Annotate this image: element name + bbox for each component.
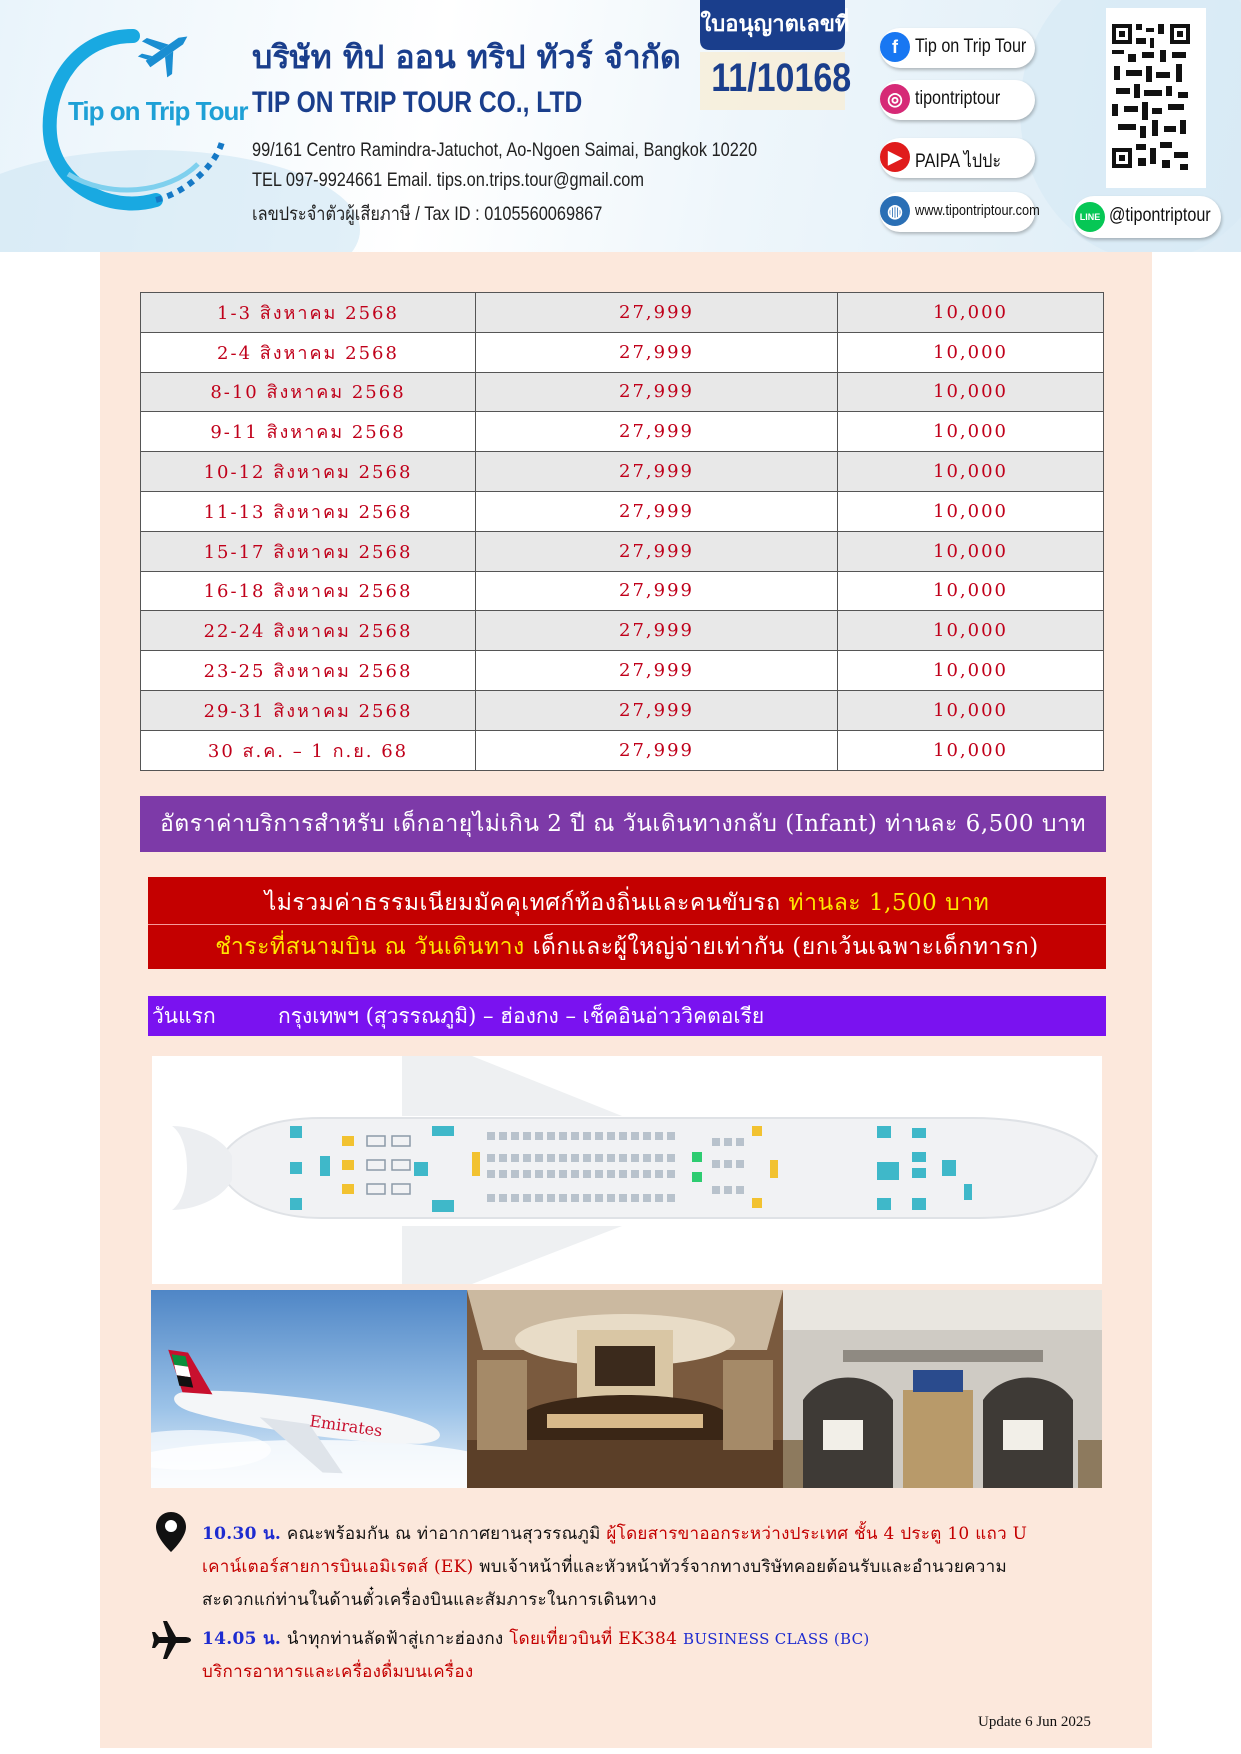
single-supplement-cell: 10,000 (838, 730, 1104, 770)
price-row (141, 651, 1104, 691)
social-youtube-label: PAIPA ไปปะ (915, 151, 1002, 172)
itinerary-item-1-line-3: สะดวกแก่ท่านในด้านตั๋วเครื่องบินและสัมภาระในการเดินทาง (202, 1590, 657, 1610)
adult-price-cell: 27,999 (476, 531, 838, 571)
license-number: 11/10168 (711, 56, 852, 100)
guide-tip-line-1 (148, 885, 1106, 921)
company-contact: TEL 097-9924661 Email. tips.on.trips.tour@gmail.com (252, 170, 644, 191)
business-class-cabin-photo (783, 1290, 1102, 1488)
itinerary-item-2-line-1 (202, 1625, 870, 1652)
adult-price-cell: 27,999 (476, 293, 838, 333)
price-row (141, 571, 1104, 611)
price-row (141, 491, 1104, 531)
day-route: กรุงเทพฯ (สุวรรณภูมิ) – ฮ่องกง – เช็คอินอ่าววิคตอเรีย (278, 1004, 765, 1028)
social-line[interactable] (1073, 196, 1221, 238)
single-supplement-cell: 10,000 (838, 372, 1104, 412)
guide-tip-line-2 (148, 929, 1106, 965)
price-row (141, 531, 1104, 571)
company-name-english: TIP ON TRIP TOUR CO., LTD (252, 86, 583, 119)
adult-price-cell: 27,999 (476, 571, 838, 611)
itinerary-highlight: ผู้โดยสารขาออกระหว่างประเทศ ชั้น 4 ประตู 10 แถว U (606, 1524, 1028, 1544)
onboard-lounge-photo (467, 1290, 783, 1488)
youtube-icon: ▶ (880, 142, 910, 172)
airplane-icon (150, 1620, 192, 1660)
social-website-label: www.tipontriptour.com (915, 202, 1040, 219)
itinerary-text: คณะพร้อมกัน ณ ท่าอากาศยานสุวรรณภูมิ (286, 1524, 601, 1544)
social-youtube[interactable] (880, 138, 1035, 178)
travel-date-cell: 29-31 สิงหาคม 2568 (141, 690, 476, 730)
infant-rate-banner: อัตราค่าบริการสำหรับ เด็กอายุไม่เกิน 2 ปี ณ วันเดินทางกลับ (Infant) ท่านละ 6,500 บาท (140, 796, 1106, 852)
day-1-header (148, 996, 1106, 1036)
price-table (140, 292, 1104, 771)
social-website[interactable] (880, 192, 1040, 232)
travel-date-cell: 10-12 สิงหาคม 2568 (141, 452, 476, 492)
adult-price-cell: 27,999 (476, 412, 838, 452)
itinerary-item-1-line-2 (202, 1553, 1007, 1580)
itinerary-item-2-line-2: บริการอาหารและเครื่องดื่มบนเครื่อง (202, 1662, 474, 1682)
price-row (141, 452, 1104, 492)
single-supplement-cell: 10,000 (838, 293, 1104, 333)
logo-wordmark: Tip on Trip Tour (68, 96, 248, 126)
single-supplement-cell: 10,000 (838, 412, 1104, 452)
adult-price-cell: 27,999 (476, 611, 838, 651)
adult-price-cell: 27,999 (476, 372, 838, 412)
company-name-thai: บริษัท ทิป ออน ทริป ทัวร์ จำกัด (252, 38, 681, 76)
social-instagram[interactable] (880, 80, 1035, 120)
line-icon: LINE (1075, 202, 1105, 232)
single-supplement-cell: 10,000 (838, 332, 1104, 372)
price-row (141, 293, 1104, 333)
guide-tip-condition: เด็กและผู้ใหญ่จ่ายเท่ากัน (ยกเว้นเฉพาะเด็กทารก) (532, 934, 1039, 960)
itinerary-item-1-line-1 (202, 1520, 1027, 1547)
adult-price-cell: 27,999 (476, 491, 838, 531)
social-facebook[interactable] (880, 28, 1035, 68)
itinerary-time: 10.30 น. (202, 1524, 282, 1544)
emirates-a380-photo (151, 1290, 467, 1488)
adult-price-cell: 27,999 (476, 651, 838, 691)
price-row (141, 412, 1104, 452)
itinerary-time: 14.05 น. (202, 1629, 282, 1649)
social-line-label: @tipontriptour (1109, 205, 1211, 226)
single-supplement-cell: 10,000 (838, 690, 1104, 730)
guide-tip-text: ไม่รวมค่าธรรมเนียมมัคคุเทศก์ท้องถิ่นและคนขับรถ (264, 890, 781, 916)
travel-date-cell: 23-25 สิงหาคม 2568 (141, 651, 476, 691)
travel-date-cell: 9-11 สิงหาคม 2568 (141, 412, 476, 452)
company-address: 99/161 Centro Ramindra-Jatuchot, Ao-Ngoen Saimai, Bangkok 10220 (252, 140, 758, 161)
travel-date-cell: 30 ส.ค. – 1 ก.ย. 68 (141, 730, 476, 770)
company-tax-id: เลขประจำตัวผู้เสียภาษี / Tax ID : 0105560069867 (252, 204, 603, 225)
itinerary-highlight: เคาน์เตอร์สายการบินเอมิเรตส์ (EK) (202, 1557, 474, 1577)
itinerary-text: นำทุกท่านลัดฟ้าสู่เกาะฮ่องกง (286, 1629, 504, 1649)
divider (148, 924, 1106, 925)
adult-price-cell: 27,999 (476, 730, 838, 770)
travel-date-cell: 8-10 สิงหาคม 2568 (141, 372, 476, 412)
day-label: วันแรก (152, 1004, 216, 1028)
single-supplement-cell: 10,000 (838, 651, 1104, 691)
price-row (141, 690, 1104, 730)
travel-date-cell: 15-17 สิงหาคม 2568 (141, 531, 476, 571)
travel-date-cell: 22-24 สิงหาคม 2568 (141, 611, 476, 651)
seat-map-image (152, 1056, 1102, 1284)
instagram-icon: ◎ (880, 84, 910, 114)
travel-date-cell: 2-4 สิงหาคม 2568 (141, 332, 476, 372)
itinerary-text: พบเจ้าหน้าที่และหัวหน้าทัวร์จากทางบริษัทคอยต้อนรับและอำนวยความ (479, 1557, 1007, 1577)
price-row (141, 611, 1104, 651)
travel-date-cell: 1-3 สิงหาคม 2568 (141, 293, 476, 333)
guide-tip-payment: ชำระที่สนามบิน ณ วันเดินทาง (215, 934, 525, 960)
guide-tip-amount: ท่านละ 1,500 บาท (788, 890, 990, 916)
price-row (141, 332, 1104, 372)
travel-date-cell: 16-18 สิงหาคม 2568 (141, 571, 476, 611)
license-label: ใบอนุญาตเลขที่ (700, 12, 850, 37)
single-supplement-cell: 10,000 (838, 452, 1104, 492)
adult-price-cell: 27,999 (476, 332, 838, 372)
travel-date-cell: 11-13 สิงหาคม 2568 (141, 491, 476, 531)
website-icon: ◍ (880, 196, 910, 226)
itinerary-highlight: โดยเที่ยวบินที่ EK384 (509, 1629, 678, 1649)
social-instagram-label: tipontriptour (915, 88, 1001, 109)
price-row (141, 372, 1104, 412)
guide-tip-banner (148, 877, 1106, 969)
single-supplement-cell: 10,000 (838, 531, 1104, 571)
facebook-icon: f (880, 32, 910, 62)
adult-price-cell: 27,999 (476, 690, 838, 730)
livery-text: Emirates (308, 1411, 384, 1441)
adult-price-cell: 27,999 (476, 452, 838, 492)
update-date: Update 6 Jun 2025 (978, 1714, 1091, 1730)
itinerary-flight-class: BUSINESS CLASS (BC) (683, 1630, 870, 1648)
single-supplement-cell: 10,000 (838, 491, 1104, 531)
price-row (141, 730, 1104, 770)
qr-code[interactable] (1106, 8, 1206, 188)
location-pin-icon (156, 1512, 186, 1552)
letterhead (0, 0, 1241, 252)
social-facebook-label: Tip on Trip Tour (915, 36, 1027, 57)
single-supplement-cell: 10,000 (838, 611, 1104, 651)
single-supplement-cell: 10,000 (838, 571, 1104, 611)
